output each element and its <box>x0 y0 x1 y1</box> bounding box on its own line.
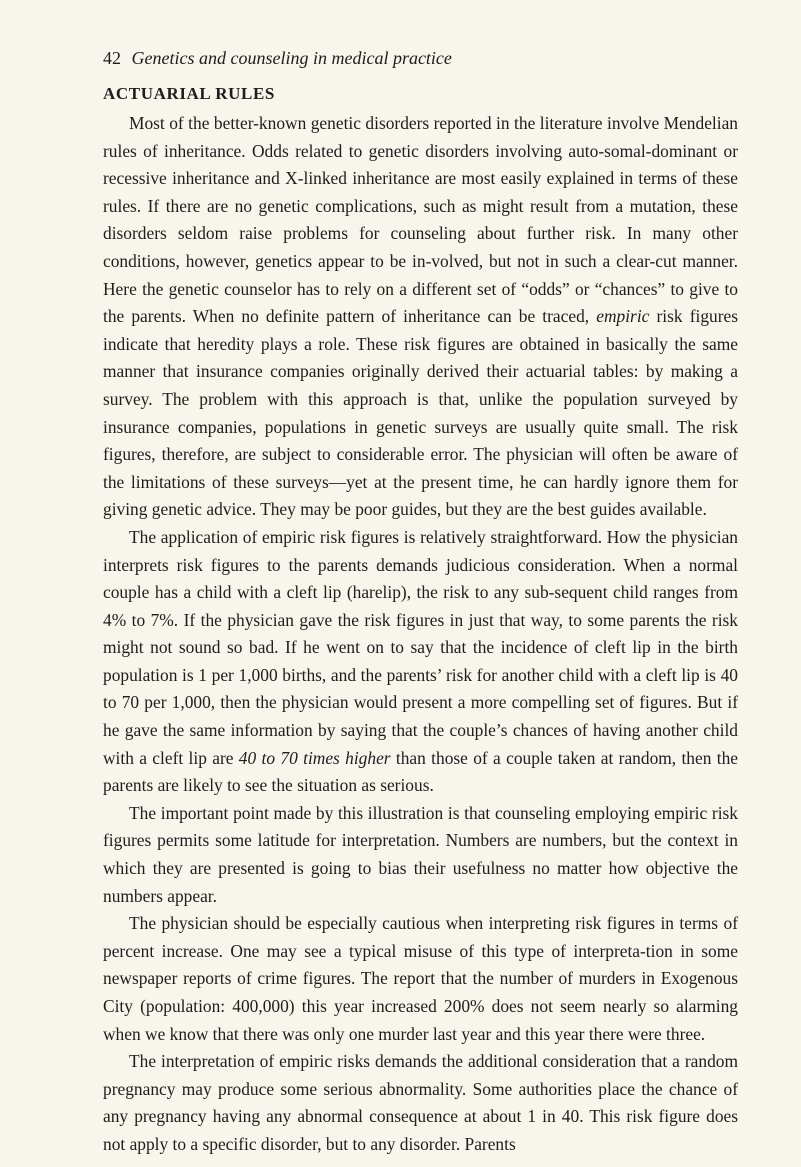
paragraph-2-emphasis: 40 to 70 times higher <box>238 747 391 768</box>
paragraph-2 <box>103 524 738 800</box>
paragraph-4: The physician should be especially cautious when interpreting risk figures in terms of percent increase. One may see a typical misuse of this type of interpreta-tion in some newspaper reports of crime figures. The report that the number of murders in Exogenous City (population: 400,000) this year increased 200% does not seem nearly so alarming when we know that there was only one murder last year and this year there were three. <box>103 913 738 1044</box>
paragraph-1-text-b: risk figures indicate that heredity plays a role. These risk figures are obtained in basically the same manner that insurance companies originally derived their actuarial tables: by making a survey. The problem with this approach is that, unlike the population surveyed by insurance companies, populations in genetic surveys are usually quite small. The risk figures, therefore, are subject to considerable error. The physician will often be aware of the limitations of these surveys—yet at the present time, he can hardly ignore them for giving genetic advice. They may be poor guides, but they are the best guides available. <box>103 306 738 520</box>
paragraph-1-emphasis: empiric <box>596 306 650 327</box>
paragraph-1-text-a: Most of the better-known genetic disorders reported in the literature involve Mendelian rules of inheritance. Odds related to genetic disorders involving auto-somal-dominant or recessive inheritance and X-linked inheritance are most easily explained in terms of these rules. If there are no genetic complications, such as might result from a mutation, these disorders seldom raise problems for counseling about further risk. In many other conditions, however, genetics appear to be in-volved, but not in such a clear-cut manner. Here the genetic counselor has to rely on a different set of “odds” or “chances” to give to the parents. When no definite pattern of inheritance can be traced, <box>103 113 738 327</box>
running-head <box>103 46 738 70</box>
paragraph-5: The interpretation of empiric risks demands the additional consideration that a random pregnancy may produce some serious abnormality. Some authorities place the chance of any pregnancy having any abnormal consequence at about 1 in 40. This risk figure does not apply to a specific disorder, but to any disorder. Parents <box>103 1051 738 1154</box>
paragraph-2-text-a: The application of empiric risk figures is relatively straightforward. How the physician interprets risk figures to the parents demands judicious consideration. When a normal couple has a child with a cleft lip (harelip), the risk to any sub-sequent child ranges from 4% to 7%. If the physician gave the risk figures in just that way, to some parents the risk might not sound so bad. If he went on to say that the incidence of cleft lip in the birth population is 1 per 1,000 births, and the parents’ risk for another child with a cleft lip is 40 to 70 per 1,000, then the physician would present a more compelling set of figures. But if he gave the same information by saying that the couple’s chances of having another child with a cleft lip are <box>103 526 738 768</box>
paragraph-2-text-b: than those of a couple taken at random, then the parents are likely to see the situation as serious. <box>103 747 738 796</box>
book-title: Genetics and counseling in medical practice <box>131 48 452 68</box>
paragraph-3: The important point made by this illustration is that counseling employing empiric risk figures permits some latitude for interpretation. Numbers are numbers, but the context in which they are presented is going to bias their usefulness no matter how objective the numbers appear. <box>103 802 738 906</box>
page-number: 42 <box>103 48 121 68</box>
book-page <box>103 46 738 1159</box>
section-heading: ACTUARIAL RULES <box>103 84 275 103</box>
paragraph-1 <box>103 110 738 524</box>
body-text <box>103 110 738 1159</box>
